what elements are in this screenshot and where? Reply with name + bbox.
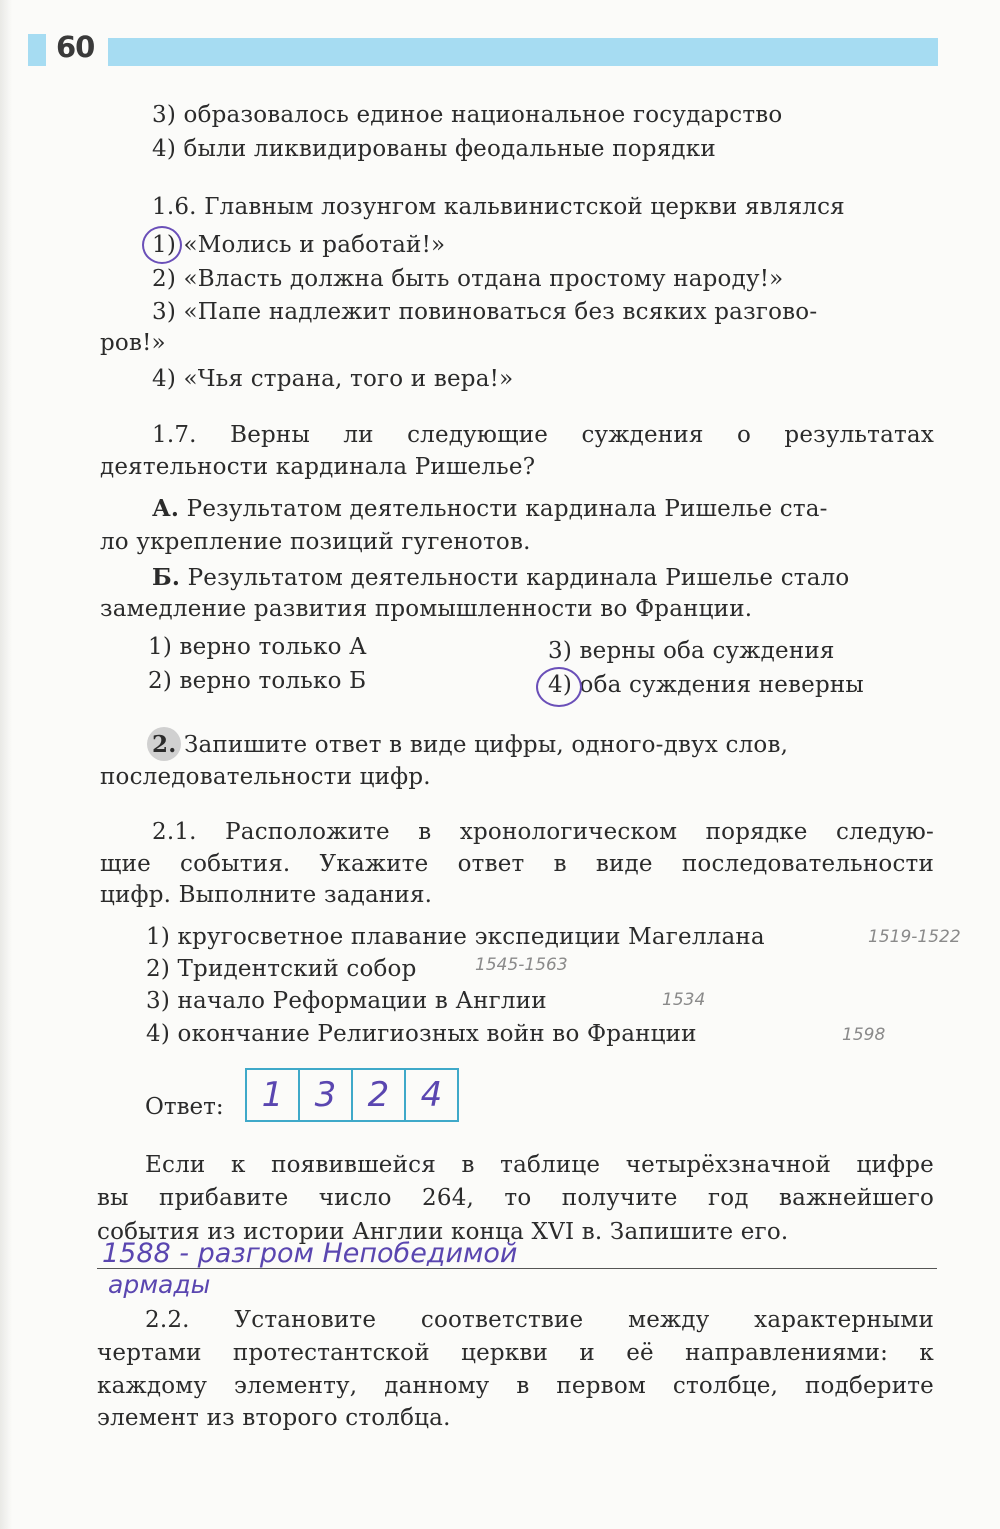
q1-6-option-3 <box>152 297 817 327</box>
option-text: «Папе надлежит повиноваться без всяких разгово- <box>183 299 818 325</box>
q2-1-followup-line1: Если к появившейся в таблице четырёхзначной цифре <box>145 1152 934 1178</box>
option-number: 3) <box>548 638 573 664</box>
q1-7-option-4 <box>548 670 864 700</box>
pen-circle-mark <box>536 667 582 707</box>
statement-label: Б. <box>152 564 181 591</box>
q1-7-option-1 <box>148 632 367 662</box>
option-number: 2) <box>148 668 173 694</box>
pencil-note-date: 1519-1522 <box>868 927 961 947</box>
option-number: 1) <box>152 232 177 258</box>
section-title: Запишите ответ в виде цифры, одного-двух слов, <box>183 732 789 758</box>
statement-text: Результатом деятельности кардинала Ришелье стало <box>187 565 850 591</box>
option-text: верно только Б <box>179 668 367 694</box>
header-side-tab <box>28 34 46 66</box>
page-number: 60 <box>56 30 95 64</box>
q1-7-statement-b-line2: замедление развития промышленности во Франции. <box>100 596 753 622</box>
option-text: «Молись и работай!» <box>183 232 446 258</box>
q2-1-event-3: 3) начало Реформации в Англии <box>146 988 547 1014</box>
q2-2-line2: чертами протестантской церкви и её направлениями: к <box>97 1340 934 1366</box>
option-number: 3) <box>152 299 177 325</box>
handwritten-answer-line2: армады <box>108 1270 211 1299</box>
answer-grid <box>245 1068 459 1122</box>
q1-7-statement-b-line1 <box>152 563 849 593</box>
section-2-title-line2: последовательности цифр. <box>100 764 431 790</box>
q2-1-event-2: 2) Тридентский собор <box>146 956 417 982</box>
pencil-note-date: 1598 <box>842 1025 886 1045</box>
option-text: «Чья страна, того и вера!» <box>183 366 514 392</box>
q1-7-prompt-line2: деятельности кардинала Ришелье? <box>100 454 536 480</box>
page-edge-shadow <box>0 0 12 1529</box>
q2-1-event-4: 4) окончание Религиозных войн во Франции <box>146 1021 697 1047</box>
statement-label: А. <box>152 495 180 522</box>
header-accent-bar <box>108 38 938 66</box>
statement-text: Результатом деятельности кардинала Ришелье ста- <box>186 496 828 522</box>
q1-6-option-2 <box>152 264 783 294</box>
q2-1-followup-line2: вы прибавите число 264, то получите год важнейшего <box>97 1185 934 1211</box>
answer-write-line[interactable] <box>97 1268 937 1269</box>
q1-6-option-3-continuation: ров!» <box>100 330 166 356</box>
option-text: «Власть должна быть отдана простому народу!» <box>183 266 784 292</box>
q2-2-line4: элемент из второго столбца. <box>97 1405 451 1431</box>
q1-6-option-4 <box>152 364 513 394</box>
section-2-title-line1 <box>152 730 934 760</box>
answer-cell[interactable]: 1 <box>247 1070 300 1120</box>
option-number: 4) <box>152 366 177 392</box>
handwritten-answer-line1: 1588 - разгром Непобедимой <box>102 1238 518 1269</box>
answer-cell[interactable]: 3 <box>300 1070 353 1120</box>
option-number: 4) <box>548 672 573 698</box>
q2-2-line1: 2.2. Установите соответствие между характерными <box>145 1307 934 1333</box>
q2-1-followup-line3: события из истории Англии конца XVI в. Запишите его. <box>97 1219 789 1245</box>
option-text: верно только А <box>179 634 367 660</box>
q2-1-event-1: 1) кругосветное плавание экспедиции Магеллана <box>146 924 765 950</box>
option-text: оба суждения неверны <box>579 672 864 698</box>
pencil-note-date: 1545-1563 <box>475 955 568 975</box>
answer-label: Ответ: <box>145 1094 224 1120</box>
q2-1-prompt-line1: 2.1. Расположите в хронологическом порядке следую- <box>152 819 934 845</box>
option-number: 2) <box>152 266 177 292</box>
q1-7-statement-a-line2: ло укрепление позиций гугенотов. <box>100 529 531 555</box>
q1-7-prompt-line1: 1.7. Верны ли следующие суждения о результатах <box>152 422 934 448</box>
pencil-note-date: 1534 <box>662 990 706 1010</box>
q1-6-prompt: 1.6. Главным лозунгом кальвинистской церкви являлся <box>152 194 845 220</box>
q1-7-option-2 <box>148 666 366 696</box>
option-number: 1) <box>148 634 173 660</box>
section-number: 2. <box>152 731 177 758</box>
q2-2-line3: каждому элементу, данному в первом столбце, подберите <box>97 1373 934 1399</box>
q2-1-prompt-line2: щие события. Укажите ответ в виде последовательности <box>100 851 934 877</box>
q1-6-option-1 <box>152 230 445 260</box>
answer-cell[interactable]: 2 <box>353 1070 406 1120</box>
q2-1-prompt-line3: цифр. Выполните задания. <box>100 882 433 908</box>
q1-5-option-3: 3) образовалось единое национальное государство <box>152 102 783 128</box>
q1-7-statement-a-line1 <box>152 494 934 524</box>
q1-7-option-3 <box>548 636 835 666</box>
q1-5-option-4: 4) были ликвидированы феодальные порядки <box>152 136 716 162</box>
pen-circle-mark <box>142 226 182 264</box>
answer-cell[interactable]: 4 <box>420 1075 443 1115</box>
option-text: верны оба суждения <box>579 638 835 664</box>
